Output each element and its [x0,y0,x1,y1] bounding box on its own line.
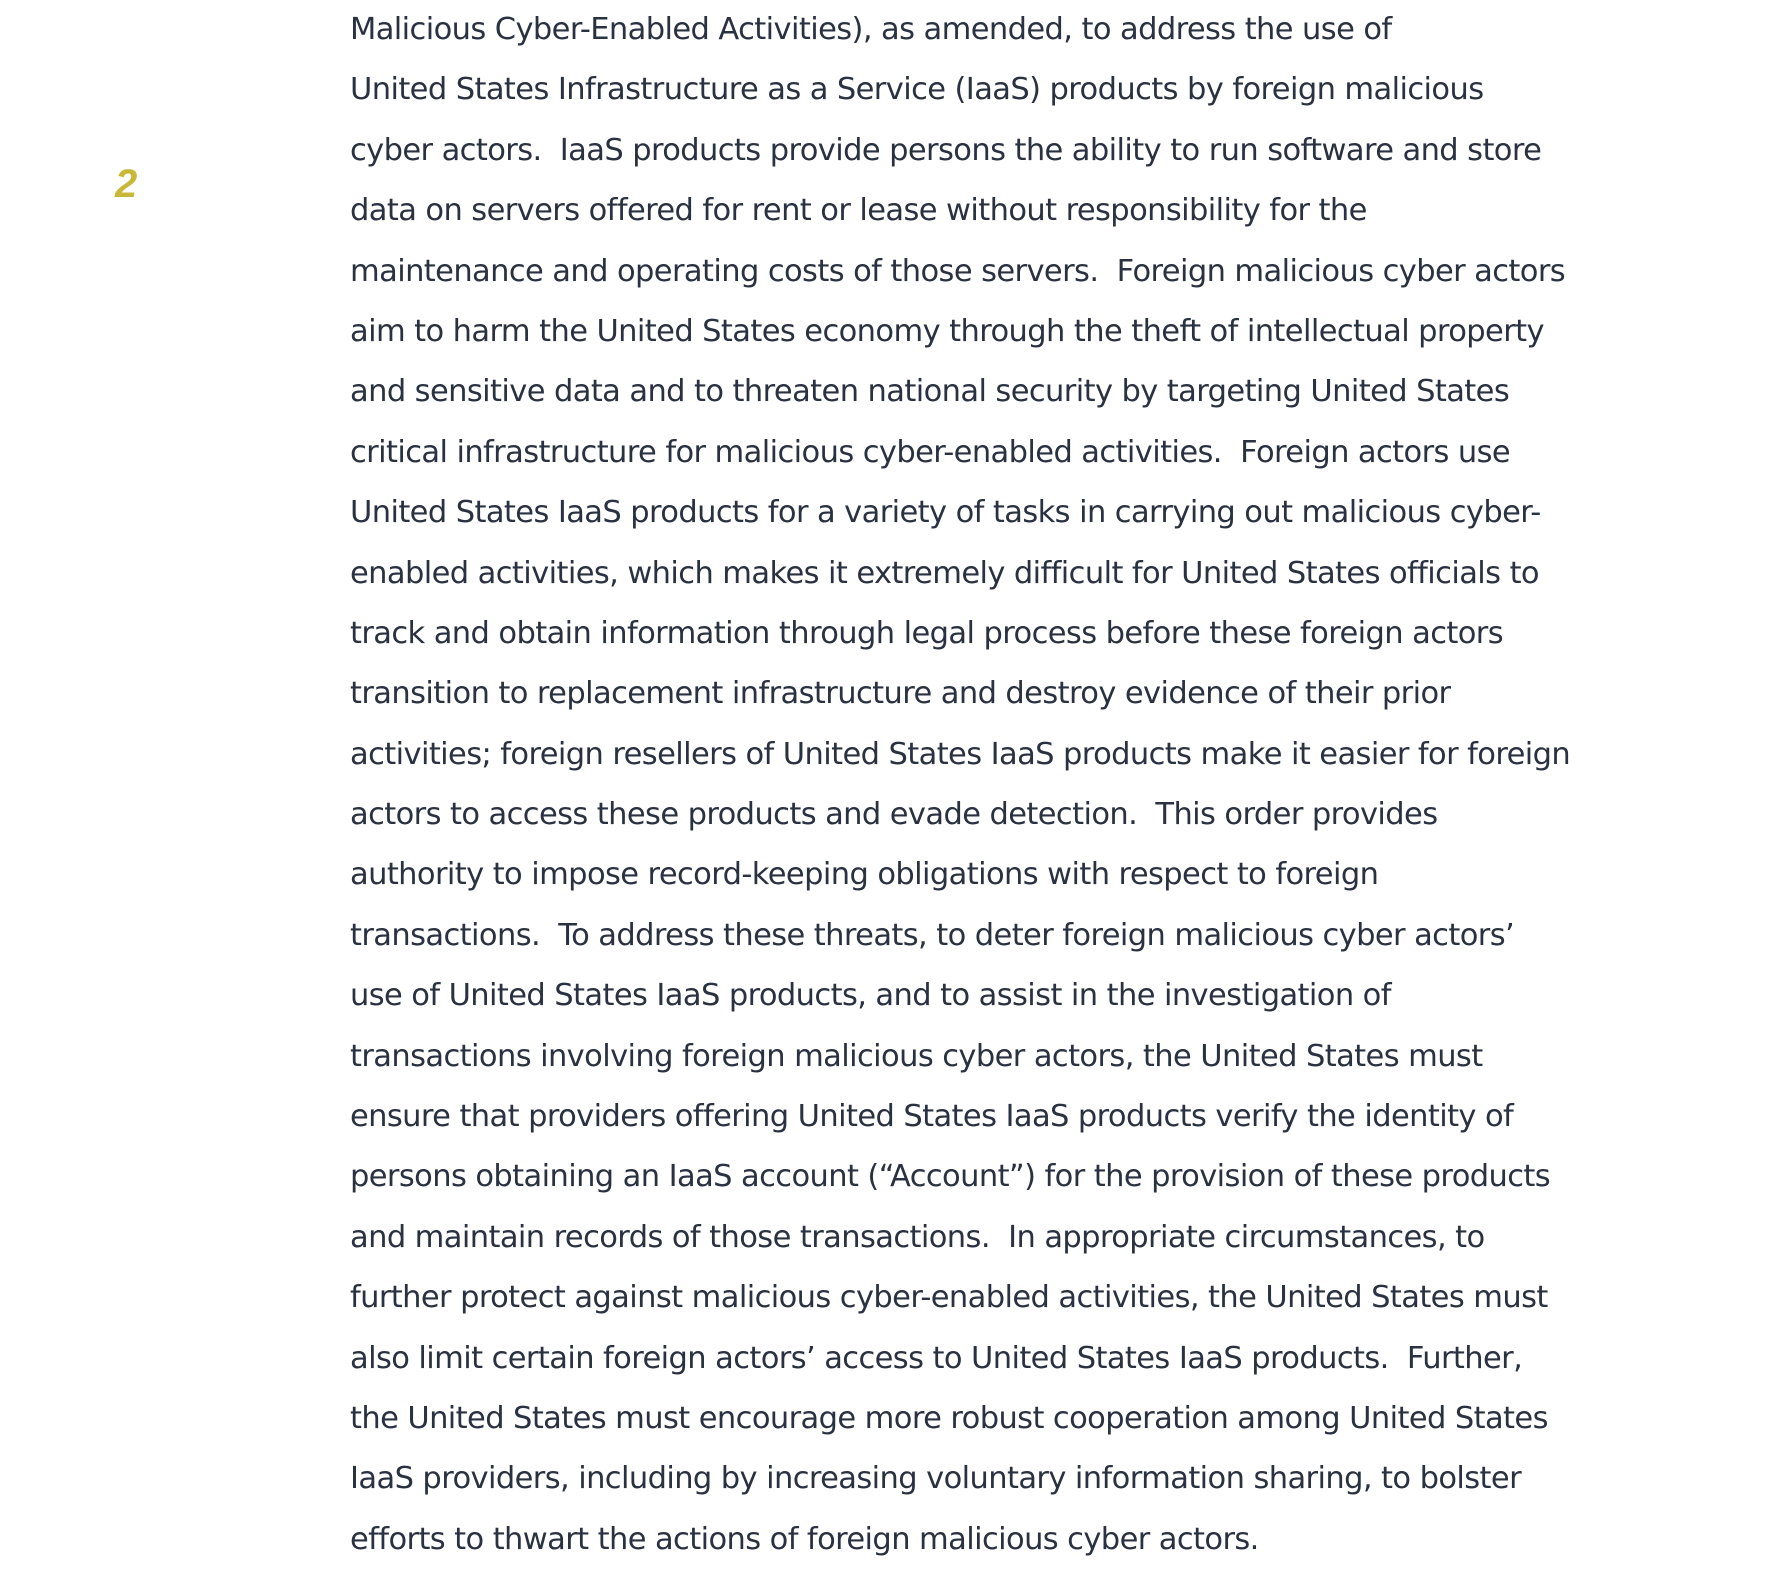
body-paragraph [350,0,1650,1570]
text-line: actors to access these products and evade detection. This order provides [350,797,1438,833]
text-line: and maintain records of those transactions. In appropriate circumstances, to [350,1219,1485,1255]
text-line: also limit certain foreign actors’ access to United States IaaS products. Further, [350,1340,1523,1376]
text-line: transactions. To address these threats, to deter foreign malicious cyber actors’ [350,917,1515,953]
text-line: track and obtain information through legal process before these foreign actors [350,615,1504,651]
text-line: data on servers offered for rent or lease without responsibility for the [350,193,1367,229]
text-line: maintenance and operating costs of those servers. Foreign malicious cyber actors [350,253,1566,289]
text-line: and sensitive data and to threaten national security by targeting United States [350,374,1510,410]
text-line: efforts to thwart the actions of foreign malicious cyber actors. [350,1521,1259,1557]
text-line: the United States must encourage more robust cooperation among United States [350,1400,1548,1436]
text-line: IaaS providers, including by increasing voluntary information sharing, to bolster [350,1461,1522,1497]
text-line: authority to impose record-keeping obligations with respect to foreign [350,857,1379,893]
text-line: ensure that providers offering United States IaaS products verify the identity of [350,1099,1514,1135]
text-line: United States Infrastructure as a Service (IaaS) products by foreign malicious [350,72,1484,108]
text-line: activities; foreign resellers of United States IaaS products make it easier for foreign [350,736,1571,772]
text-line: transition to replacement infrastructure and destroy evidence of their prior [350,676,1451,712]
text-line: aim to harm the United States economy through the theft of intellectual property [350,313,1544,349]
text-line: critical infrastructure for malicious cyber-enabled activities. Foreign actors use [350,434,1511,470]
text-line: enabled activities, which makes it extremely difficult for United States officials to [350,555,1539,591]
text-line: cyber actors. IaaS products provide persons the ability to run software and store [350,132,1542,168]
text-line: United States IaaS products for a variety of tasks in carrying out malicious cyber- [350,495,1541,531]
paragraph-number: 2 [115,162,138,206]
text-line: use of United States IaaS products, and to assist in the investigation of [350,978,1391,1014]
text-line: persons obtaining an IaaS account (“Account”) for the provision of these products [350,1159,1551,1195]
text-line: Malicious Cyber-Enabled Activities), as amended, to address the use of [350,12,1392,47]
text-line: further protect against malicious cyber-enabled activities, the United States must [350,1280,1548,1316]
text-line: transactions involving foreign malicious cyber actors, the United States must [350,1038,1483,1074]
